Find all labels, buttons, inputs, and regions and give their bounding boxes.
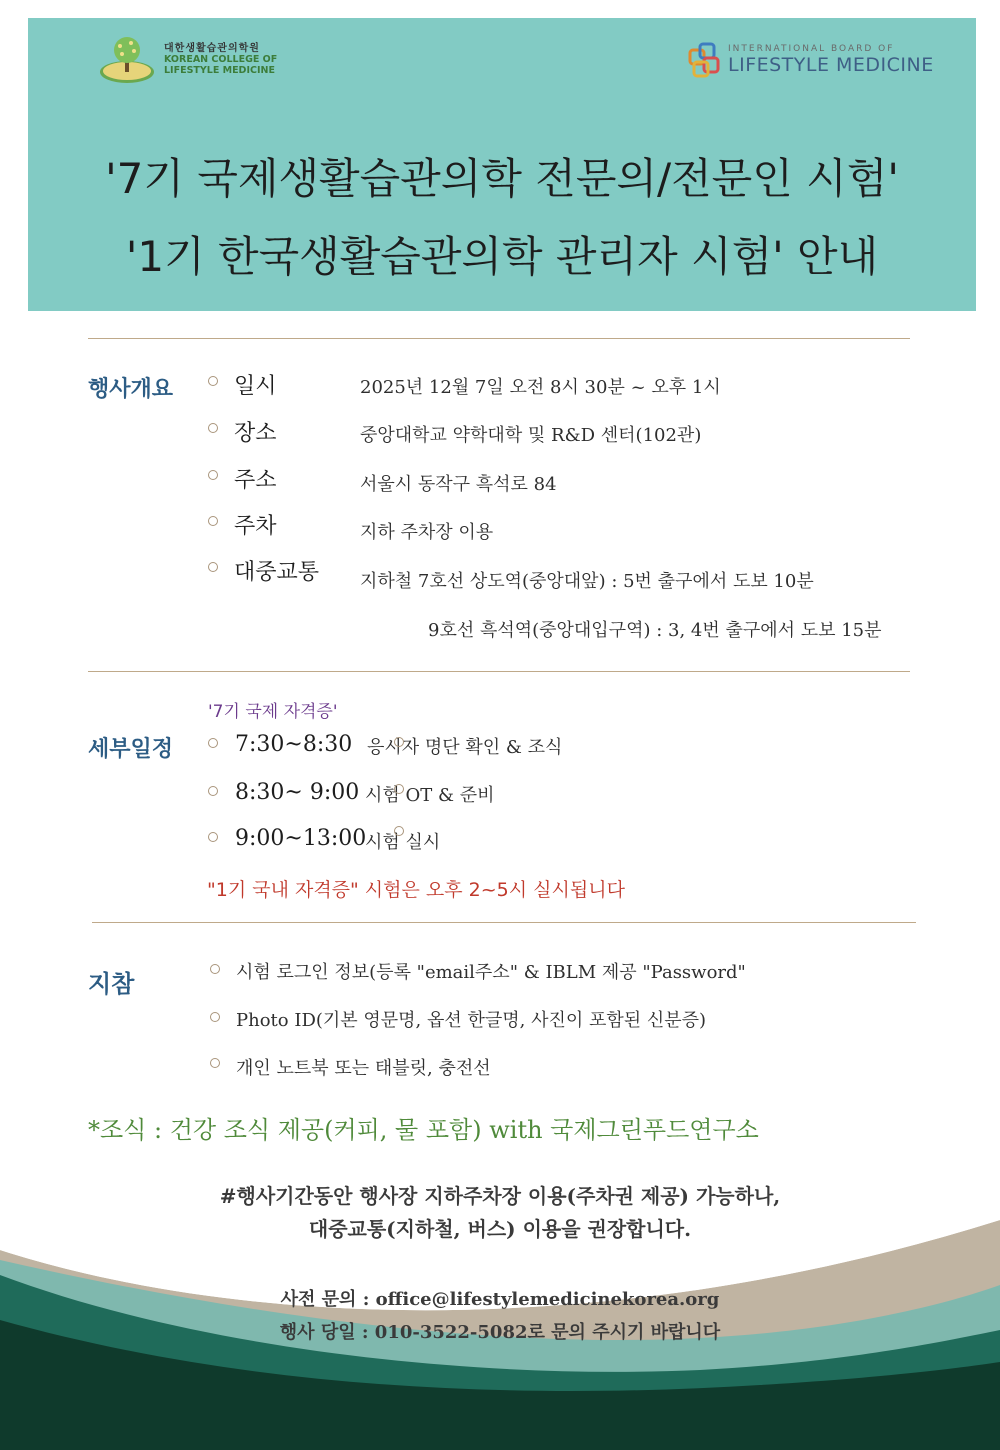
- iblm-mark-icon: [688, 40, 722, 80]
- bullet-icon: [208, 562, 218, 572]
- schedule-desc-3: 시험 실시: [365, 832, 441, 853]
- overview-label-address: 주소: [234, 468, 277, 493]
- overview-value-address: 서울시 동작구 흑석로 84: [360, 474, 557, 495]
- section-label-schedule: 세부일정: [88, 737, 174, 762]
- divider: [88, 338, 910, 339]
- bullet-icon: [208, 376, 218, 386]
- overview-value-transit: 지하철 7호선 상도역(중앙대앞) : 5번 출구에서 도보 10분: [360, 571, 814, 592]
- schedule-time-2: 8:30~ 9:00: [235, 780, 360, 805]
- bullet-icon: [208, 423, 218, 433]
- overview-value-transit-line2: 9호선 흑석역(중앙대입구역) : 3, 4번 출구에서 도보 15분: [428, 620, 882, 641]
- circle-mark-icon: [394, 737, 404, 747]
- logo-left-english-1: KOREAN COLLEGE OF: [164, 53, 278, 65]
- logo-left-korean: 대한생활습관의학원: [164, 42, 260, 54]
- logo-left-english-2: LIFESTYLE MEDICINE: [164, 64, 275, 76]
- schedule-desc-2: 시험 OT & 준비: [365, 785, 495, 806]
- breakfast-note: *조식 : 건강 조식 제공(커피, 물 포함) with 국제그린푸드연구소: [88, 1116, 759, 1144]
- prep-item-photo-id: Photo ID(기본 영문명, 옵션 한글명, 사진이 포함된 신분증): [236, 1010, 707, 1031]
- prep-item-laptop: 개인 노트북 또는 태블릿, 충전선: [236, 1058, 491, 1079]
- iblm-logo: [688, 40, 934, 80]
- overview-value-venue: 중앙대학교 약학대학 및 R&D 센터(102관): [360, 425, 702, 446]
- bullet-icon: [210, 1058, 220, 1068]
- parking-note-line1: #행사기간동안 행사장 지하주차장 이용(주차권 제공) 가능하나,: [219, 1184, 781, 1208]
- section-label-overview: 행사개요: [88, 377, 174, 402]
- schedule-subtitle: '7기 국제 자격증': [208, 702, 338, 722]
- bullet-icon: [208, 786, 218, 796]
- title-line-2: '1기 한국생활습관의학 관리자 시험' 안내: [125, 232, 879, 281]
- parking-note-line2: 대중교통(지하철, 버스) 이용을 권장합니다.: [308, 1217, 692, 1241]
- divider: [88, 671, 910, 672]
- circle-mark-icon: [394, 826, 404, 836]
- divider: [92, 922, 916, 923]
- bullet-icon: [210, 1012, 220, 1022]
- bullet-icon: [208, 470, 218, 480]
- overview-label-parking: 주차: [234, 514, 277, 539]
- logo-right-line1: INTERNATIONAL BOARD OF: [728, 44, 895, 54]
- overview-value-parking: 지하 주차장 이용: [360, 522, 494, 543]
- section-label-prep: 지참: [88, 970, 135, 998]
- header-banner: [28, 18, 976, 311]
- bullet-icon: [208, 832, 218, 842]
- logo-right-line2: LIFESTYLE MEDICINE: [728, 54, 934, 76]
- prep-item-login: 시험 로그인 정보(등록 "email주소" & IBLM 제공 "Password": [236, 962, 746, 983]
- bullet-icon: [208, 738, 218, 748]
- overview-label-venue: 장소: [234, 421, 277, 446]
- schedule-time-1: 7:30~8:30: [235, 732, 353, 757]
- schedule-time-3: 9:00~13:00: [235, 826, 367, 851]
- overview-label-date: 일시: [234, 374, 277, 399]
- overview-label-transit: 대중교통: [234, 560, 320, 585]
- title-line-1: '7기 국제생활습관의학 전문의/전문인 시험': [105, 154, 899, 203]
- bullet-icon: [210, 964, 220, 974]
- domestic-exam-note: "1기 국내 자격증" 시험은 오후 2~5시 실시됩니다: [207, 879, 625, 901]
- contact-email: 사전 문의 : office@lifestylemedicinekorea.org: [280, 1289, 720, 1310]
- circle-mark-icon: [394, 784, 404, 794]
- tree-logo-icon: [98, 34, 156, 84]
- contact-phone: 행사 당일 : 010-3522-5082로 문의 주시기 바랍니다: [279, 1322, 721, 1343]
- overview-value-date: 2025년 12월 7일 오전 8시 30분 ~ 오후 1시: [360, 377, 721, 398]
- korean-college-logo: [98, 34, 277, 84]
- bullet-icon: [208, 516, 218, 526]
- schedule-desc-1: 응시자 명단 확인 & 조식: [367, 737, 563, 758]
